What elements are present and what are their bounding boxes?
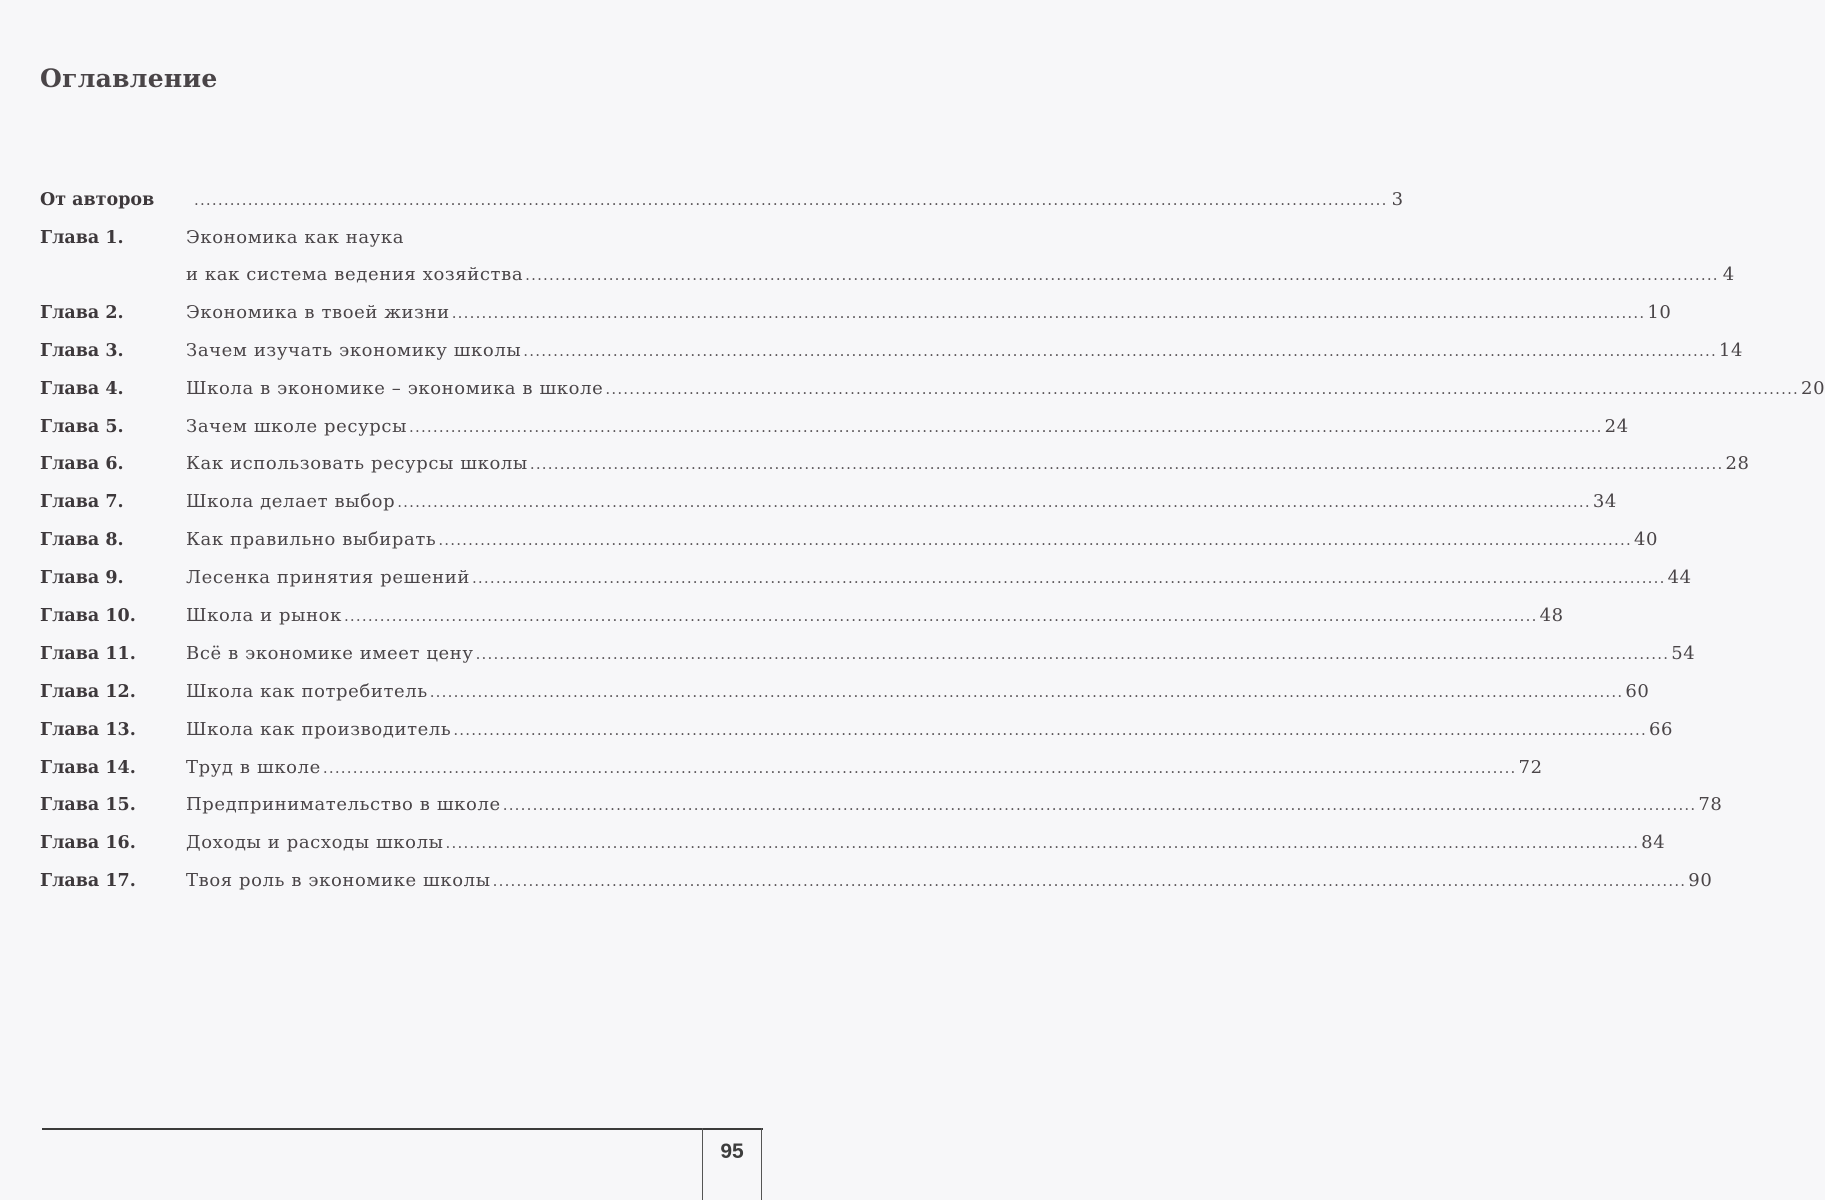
toc-chapter-label: Глава 2. bbox=[40, 302, 124, 323]
toc-entry-chapter-12[interactable] bbox=[40, 678, 1650, 716]
toc-page-number: 48 bbox=[1539, 605, 1564, 627]
toc-entry-chapter-7[interactable] bbox=[40, 488, 1617, 526]
toc-chapter-label: Глава 15. bbox=[40, 795, 136, 816]
toc-chapter-label: Глава 16. bbox=[40, 833, 136, 854]
toc-entry-chapter-16[interactable] bbox=[40, 829, 1666, 867]
toc-chapter-label: Глава 13. bbox=[40, 719, 136, 740]
toc-chapter-title: Школа делает выбор bbox=[186, 491, 396, 513]
toc-page-number: 44 bbox=[1667, 567, 1692, 589]
leader-dots bbox=[397, 488, 1591, 516]
toc-chapter-title: Твоя роль в экономике школы bbox=[186, 870, 491, 892]
leader-dots bbox=[344, 602, 1538, 630]
toc-chapter-title: Школа как производитель bbox=[186, 718, 452, 740]
leader-dots bbox=[323, 754, 1517, 782]
toc-chapter-label: Глава 12. bbox=[40, 681, 136, 702]
toc-chapter-label: Глава 9. bbox=[40, 568, 124, 589]
toc-entry-chapter-1[interactable] bbox=[40, 224, 1735, 299]
table-of-contents bbox=[40, 186, 1825, 905]
toc-entry-chapter-4[interactable] bbox=[40, 375, 1825, 413]
toc-page-number: 3 bbox=[1391, 189, 1404, 210]
toc-entry-chapter-9[interactable] bbox=[40, 564, 1692, 602]
toc-entry-chapter-8[interactable] bbox=[40, 526, 1659, 564]
toc-chapter-title: Экономика в твоей жизни bbox=[186, 301, 450, 323]
toc-page-number: 78 bbox=[1698, 794, 1723, 816]
toc-page-number: 4 bbox=[1722, 263, 1735, 285]
toc-entry-chapter-3[interactable] bbox=[40, 337, 1744, 375]
leader-dots bbox=[530, 450, 1724, 478]
toc-page-number: 66 bbox=[1648, 718, 1674, 740]
toc-page-number: 28 bbox=[1725, 453, 1750, 475]
toc-chapter-label: Глава 10. bbox=[40, 606, 136, 627]
toc-entry-chapter-15[interactable] bbox=[40, 791, 1723, 829]
leader-dots bbox=[493, 867, 1687, 895]
toc-chapter-title-continued: и как система ведения хозяйства bbox=[186, 263, 524, 285]
toc-chapter-label: Глава 1. bbox=[40, 227, 124, 248]
toc-chapter-title: Школа в экономике – экономика в школе bbox=[186, 377, 604, 399]
leader-dots bbox=[525, 261, 1719, 289]
toc-entry-chapter-10[interactable] bbox=[40, 602, 1564, 640]
toc-chapter-label: Глава 3. bbox=[40, 340, 124, 361]
leader-dots bbox=[446, 829, 1640, 857]
leader-dots bbox=[523, 337, 1717, 365]
toc-chapter-title: Зачем изучать экономику школы bbox=[186, 339, 522, 361]
toc-page-number: 40 bbox=[1633, 529, 1659, 551]
leader-dots bbox=[452, 299, 1646, 327]
leader-dots bbox=[438, 526, 1632, 554]
footer-rule bbox=[42, 1128, 763, 1130]
toc-page-number: 20 bbox=[1801, 377, 1825, 399]
toc-page-number: 84 bbox=[1641, 832, 1666, 854]
leader-dots bbox=[194, 186, 1388, 214]
page-number-box bbox=[702, 1128, 762, 1200]
toc-page-number: 14 bbox=[1718, 339, 1744, 361]
toc-intro-label: От авторов bbox=[40, 190, 155, 210]
toc-entry-chapter-17[interactable] bbox=[40, 867, 1713, 905]
toc-page-number: 60 bbox=[1625, 680, 1650, 702]
toc-chapter-label: Глава 8. bbox=[40, 530, 124, 551]
toc-chapter-title: Доходы и расходы школы bbox=[186, 832, 444, 854]
toc-entry-chapter-13[interactable] bbox=[40, 716, 1674, 754]
toc-entry-chapter-2[interactable] bbox=[40, 299, 1672, 337]
toc-page-number: 54 bbox=[1671, 642, 1696, 664]
leader-dots bbox=[472, 564, 1666, 592]
toc-entry-chapter-11[interactable] bbox=[40, 640, 1696, 678]
page-title: Оглавление bbox=[40, 64, 218, 93]
leader-dots bbox=[503, 791, 1697, 819]
toc-chapter-title: Всё в экономике имеет цену bbox=[186, 642, 474, 664]
toc-page-number: 72 bbox=[1518, 756, 1543, 778]
leader-dots bbox=[430, 678, 1624, 706]
leader-dots bbox=[476, 640, 1670, 668]
toc-entry-chapter-14[interactable] bbox=[40, 754, 1543, 792]
toc-chapter-label: Глава 11. bbox=[40, 643, 136, 664]
toc-page-number: 10 bbox=[1647, 301, 1672, 323]
toc-entry-intro[interactable] bbox=[40, 186, 1404, 224]
toc-entry-chapter-6[interactable] bbox=[40, 450, 1750, 488]
toc-chapter-label: Глава 7. bbox=[40, 492, 124, 513]
toc-chapter-title: Школа и рынок bbox=[186, 605, 342, 627]
toc-page-number: 34 bbox=[1592, 491, 1617, 513]
toc-chapter-label: Глава 4. bbox=[40, 378, 124, 399]
toc-chapter-title: Экономика как наука bbox=[186, 226, 405, 248]
toc-chapter-label: Глава 17. bbox=[40, 871, 136, 892]
toc-chapter-label: Глава 14. bbox=[40, 757, 136, 778]
toc-chapter-title: Труд в школе bbox=[186, 756, 321, 778]
toc-chapter-label: Глава 5. bbox=[40, 416, 124, 437]
toc-page-number: 24 bbox=[1604, 415, 1629, 437]
toc-chapter-title: Как правильно выбирать bbox=[186, 529, 437, 551]
toc-entry-chapter-5[interactable] bbox=[40, 413, 1629, 451]
toc-chapter-label: Глава 6. bbox=[40, 454, 124, 475]
leader-dots bbox=[409, 413, 1603, 441]
toc-chapter-title: Лесенка принятия решений bbox=[186, 567, 470, 589]
page-number: 95 bbox=[720, 1140, 744, 1163]
toc-chapter-title: Как использовать ресурсы школы bbox=[186, 453, 528, 475]
toc-chapter-title: Зачем школе ресурсы bbox=[186, 415, 408, 437]
toc-chapter-title: Предпринимательство в школе bbox=[186, 794, 501, 816]
toc-chapter-title: Школа как потребитель bbox=[186, 680, 428, 702]
leader-dots bbox=[605, 375, 1799, 403]
leader-dots bbox=[453, 716, 1647, 744]
toc-page-number: 90 bbox=[1688, 870, 1713, 892]
